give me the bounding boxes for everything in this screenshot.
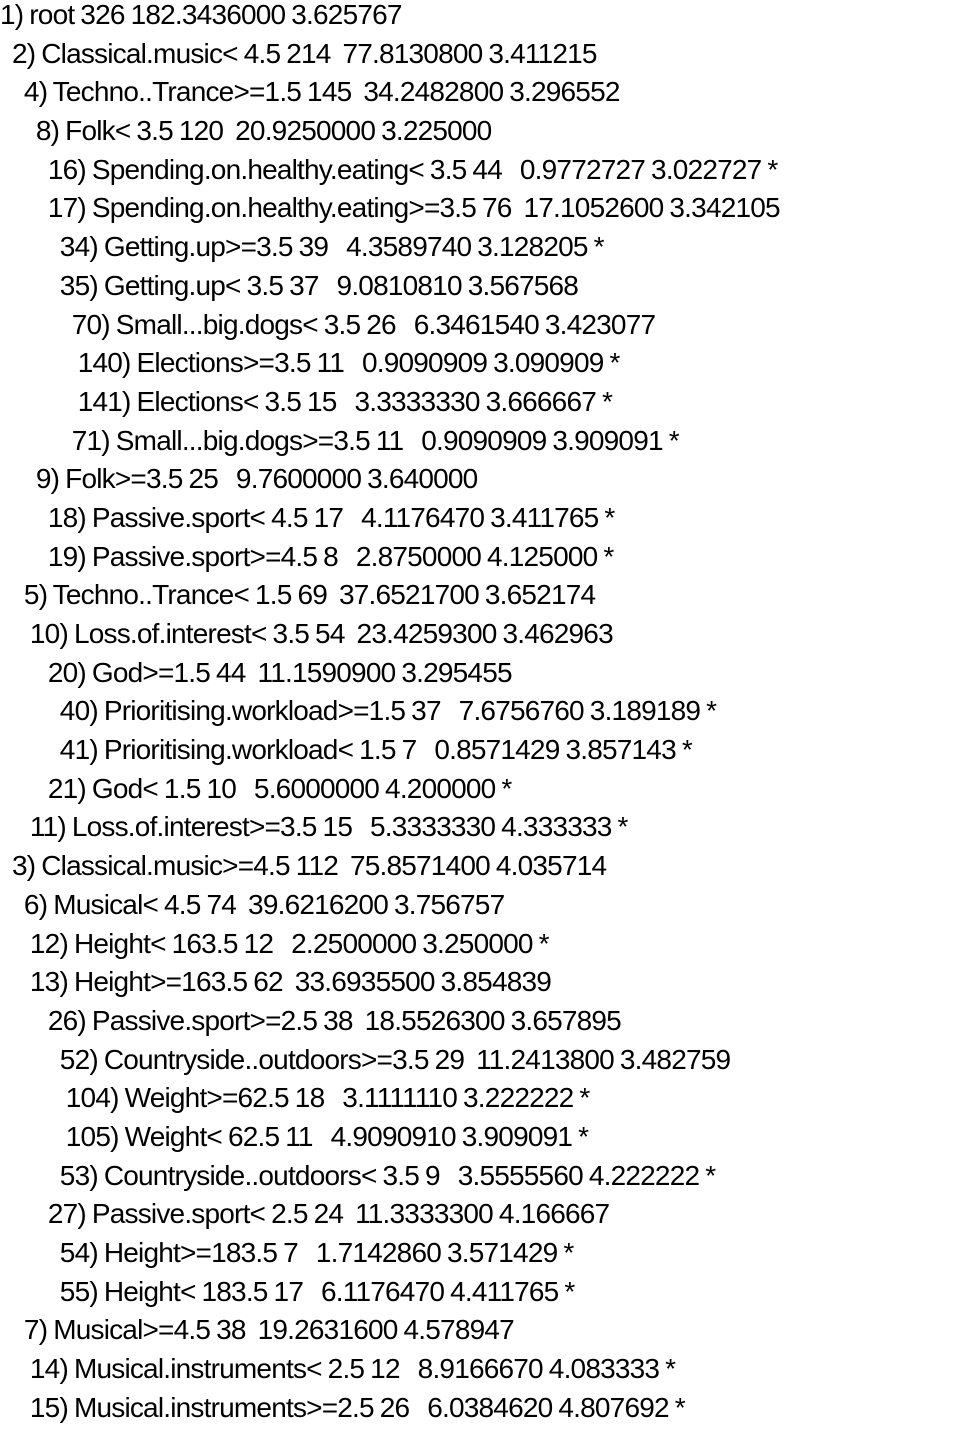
tree-node-line: 1) root 326 182.3436000 3.625767 <box>0 0 402 30</box>
tree-node-line: 19) Passive.sport>=4.5 8 2.8750000 4.125000 * <box>0 540 614 572</box>
tree-node-line: 35) Getting.up< 3.5 37 9.0810810 3.567568 <box>0 269 579 301</box>
tree-node-line: 17) Spending.on.healthy.eating>=3.5 76 17.1052600 3.342105 <box>0 192 780 224</box>
tree-node-line: 8) Folk< 3.5 120 20.9250000 3.225000 <box>0 115 492 147</box>
tree-node-line: 15) Musical.instruments>=2.5 26 6.0384620 4.807692 * <box>0 1391 685 1423</box>
tree-node-line: 7) Musical>=4.5 38 19.2631600 4.578947 <box>0 1314 514 1346</box>
tree-node-line: 6) Musical< 4.5 74 39.6216200 3.756757 <box>0 888 505 920</box>
tree-node-line: 13) Height>=163.5 62 33.6935500 3.854839 <box>0 966 552 998</box>
tree-node-line: 21) God< 1.5 10 5.6000000 4.200000 * <box>0 772 512 804</box>
tree-node-line: 14) Musical.instruments< 2.5 12 8.9166670 4.083333 * <box>0 1353 676 1385</box>
tree-node-line: 52) Countryside..outdoors>=3.5 29 11.2413800 3.482759 <box>0 1043 731 1075</box>
tree-node-line: 18) Passive.sport< 4.5 17 4.1176470 3.411765 * <box>0 501 615 533</box>
tree-node-line: 40) Prioritising.workload>=1.5 37 7.6756760 3.189189 * <box>0 695 717 727</box>
tree-node-line: 16) Spending.on.healthy.eating< 3.5 44 0.9772727 3.022727 * <box>0 153 778 185</box>
tree-node-line: 12) Height< 163.5 12 2.2500000 3.250000 * <box>0 927 549 959</box>
tree-node-line: 11) Loss.of.interest>=3.5 15 5.3333330 4.333333 * <box>0 811 628 843</box>
tree-node-line: 71) Small...big.dogs>=3.5 11 0.9090909 3.909091 * <box>0 424 679 456</box>
tree-node-line: 2) Classical.music< 4.5 214 77.8130800 3.411215 <box>0 37 597 69</box>
tree-node-line: 20) God>=1.5 44 11.1590900 3.295455 <box>0 656 512 688</box>
tree-node-line: 105) Weight< 62.5 11 4.9090910 3.909091 * <box>0 1120 589 1152</box>
tree-node-line: 10) Loss.of.interest< 3.5 54 23.4259300 3.462963 <box>0 618 613 649</box>
tree-node-line: 53) Countryside..outdoors< 3.5 9 3.5555560 4.222222 * <box>0 1159 716 1191</box>
tree-node-line: 4) Techno..Trance>=1.5 145 34.2482800 3.296552 <box>0 76 620 108</box>
tree-node-line: 41) Prioritising.workload< 1.5 7 0.8571429 3.857143 * <box>0 734 692 766</box>
tree-node-line: 70) Small...big.dogs< 3.5 26 6.3461540 3.423077 <box>0 308 656 340</box>
tree-node-line: 104) Weight>=62.5 18 3.1111110 3.222222 * <box>0 1082 590 1114</box>
tree-node-line: 9) Folk>=3.5 25 9.7600000 3.640000 <box>0 463 478 495</box>
tree-node-line: 141) Elections< 3.5 15 3.3333330 3.666667 * <box>0 385 613 417</box>
tree-node-line: 140) Elections>=3.5 11 0.9090909 3.090909 * <box>0 347 620 379</box>
tree-node-line: 3) Classical.music>=4.5 112 75.8571400 4.035714 <box>0 850 607 882</box>
tree-node-line: 27) Passive.sport< 2.5 24 11.3333300 4.166667 <box>0 1198 610 1230</box>
tree-node-line: 34) Getting.up>=3.5 39 4.3589740 3.128205 * <box>0 231 604 263</box>
tree-node-line: 54) Height>=183.5 7 1.7142860 3.571429 * <box>0 1237 574 1268</box>
tree-node-line: 5) Techno..Trance< 1.5 69 37.6521700 3.652174 <box>0 579 596 611</box>
tree-node-line: 55) Height< 183.5 17 6.1176470 4.411765 * <box>0 1275 575 1307</box>
tree-node-line: 26) Passive.sport>=2.5 38 18.5526300 3.657895 <box>0 1004 621 1036</box>
